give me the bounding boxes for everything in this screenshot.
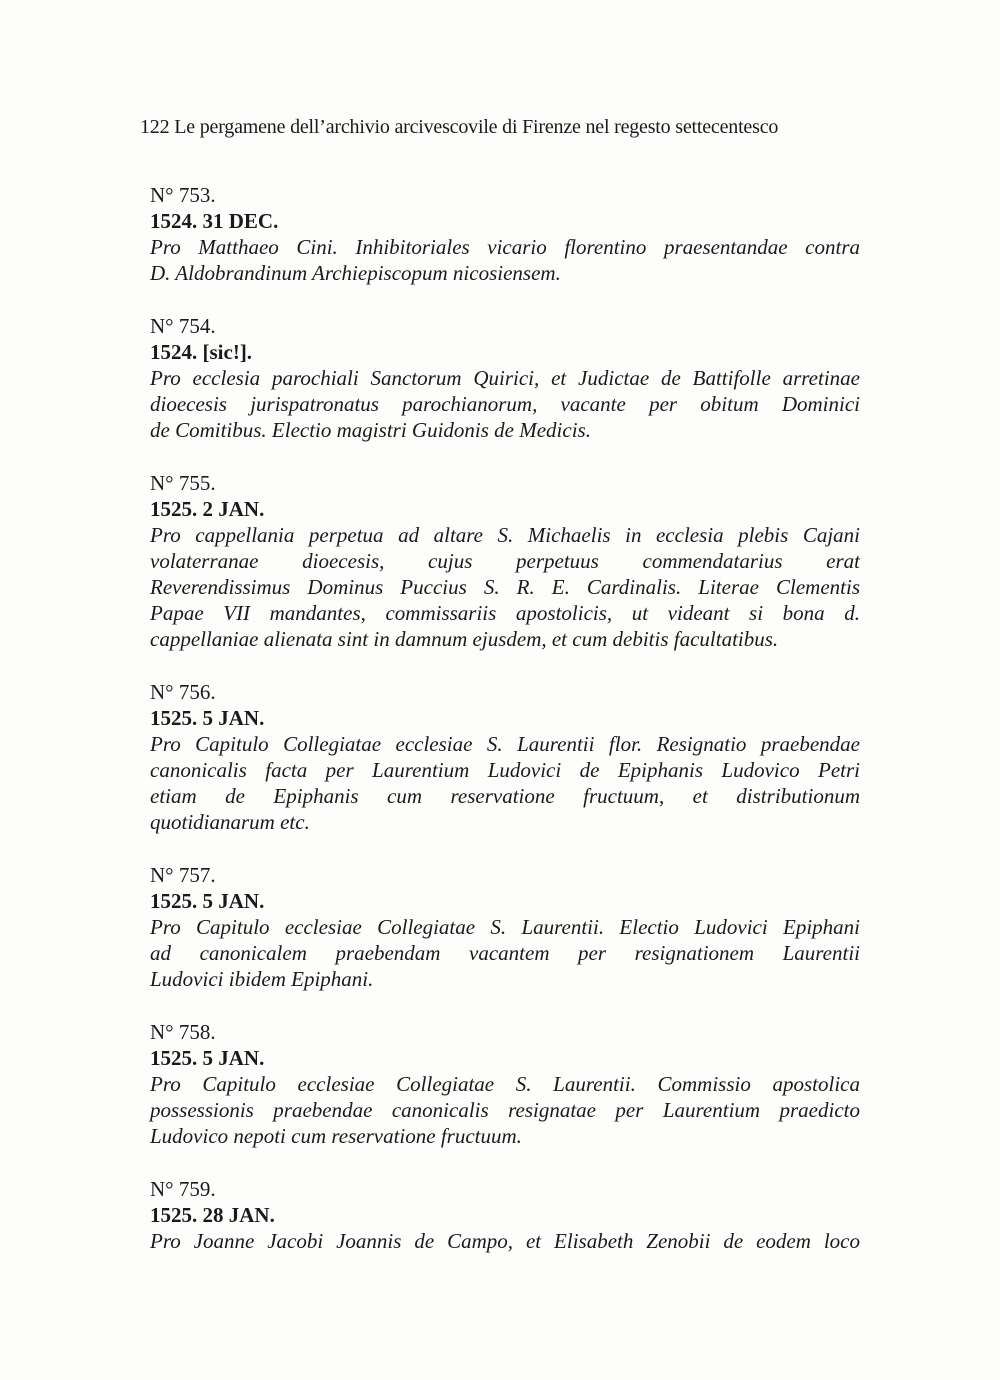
entry-date: 1525. 5 JAN.: [150, 889, 265, 913]
entry-text: [150, 731, 860, 835]
entry-date: 1525. 5 JAN.: [150, 1046, 265, 1070]
entry: [150, 1176, 860, 1254]
entry-number: N° 754.: [150, 314, 216, 338]
entry-text-line: Reverendissimus Dominus Puccius S. R. E. Cardinalis. Literae Clementis: [150, 575, 860, 599]
entry: [150, 182, 860, 286]
entry-text-line: Pro Capitulo Collegiatae ecclesiae S. Laurentii flor. Resignatio praebendae: [150, 732, 860, 756]
entry-text-line: volaterranae dioecesis, cujus perpetuus commendatarius erat: [150, 549, 860, 573]
entry-date: 1525. 2 JAN.: [150, 497, 265, 521]
entry-date: 1525. 28 JAN.: [150, 1203, 275, 1227]
entry-text: [150, 522, 860, 652]
entry-text-line: Pro Capitulo ecclesiae Collegiatae S. Laurentii. Commissio apostolica: [150, 1072, 860, 1096]
entry-number: N° 759.: [150, 1177, 216, 1201]
entry-number: N° 753.: [150, 183, 216, 207]
entry-text-line: ad canonicalem praebendam vacantem per resignationem Laurentii: [150, 941, 860, 965]
entry: [150, 313, 860, 443]
entry-text-line: Pro Matthaeo Cini. Inhibitoriales vicario florentino praesentandae contra: [150, 235, 860, 259]
entry-number: N° 758.: [150, 1020, 216, 1044]
entry-text-line: dioecesis jurispatronatus parochianorum, vacante per obitum Dominici: [150, 392, 860, 416]
entry-text-line: Ludovico nepoti cum reservatione fructuum.: [150, 1124, 522, 1148]
entry-text: [150, 365, 860, 443]
entry-text-line: Pro Joanne Jacobi Joannis de Campo, et Elisabeth Zenobii de eodem loco: [150, 1229, 860, 1253]
entry-date: 1524. 31 DEC.: [150, 209, 279, 233]
entry-text-line: Papae VII mandantes, commissariis apostolicis, ut videant si bona d.: [150, 601, 860, 625]
entry-date: 1524. [sic!].: [150, 340, 253, 364]
entry: [150, 1019, 860, 1149]
entry: [150, 679, 860, 835]
entry: [150, 862, 860, 992]
entry-text: [150, 1071, 860, 1149]
entry-text-line: Pro cappellania perpetua ad altare S. Michaelis in ecclesia plebis Cajani: [150, 523, 860, 547]
entry-text: [150, 1228, 860, 1254]
entry-number: N° 755.: [150, 471, 216, 495]
entry-text-line: canonicalis facta per Laurentium Ludovici de Epiphanis Ludovico Petri: [150, 758, 860, 782]
entry-text-line: cappellaniae alienata sint in damnum ejusdem, et cum debitis facultatibus.: [150, 627, 779, 651]
entry-text-line: Ludovici ibidem Epiphani.: [150, 967, 374, 991]
running-title: Le pergamene dell’archivio arcivescovile di Firenze nel regesto settecentesco: [174, 116, 779, 138]
entry-number: N° 756.: [150, 680, 216, 704]
entry-number: N° 757.: [150, 863, 216, 887]
entry-text-line: etiam de Epiphanis cum reservatione fructuum, et distributionum: [150, 784, 860, 808]
entry-text-line: D. Aldobrandinum Archiepiscopum nicosiensem.: [150, 261, 561, 285]
entry-text-line: Pro ecclesia parochiali Sanctorum Quirici, et Judictae de Battifolle arretinae: [150, 366, 860, 390]
entry-text: [150, 234, 860, 286]
entry-date: 1525. 5 JAN.: [150, 706, 265, 730]
entry-text-line: possessionis praebendae canonicalis resignatae per Laurentium praedicto: [150, 1098, 860, 1122]
entry-text: [150, 914, 860, 992]
entry-text-line: Pro Capitulo ecclesiae Collegiatae S. Laurentii. Electio Ludovici Epiphani: [150, 915, 860, 939]
page-number: 122: [140, 116, 170, 138]
entry-text-line: de Comitibus. Electio magistri Guidonis de Medicis.: [150, 418, 591, 442]
entry: [150, 470, 860, 652]
entries-list: [150, 182, 860, 1281]
running-head: [140, 116, 778, 139]
entry-text-line: quotidianarum etc.: [150, 810, 310, 834]
